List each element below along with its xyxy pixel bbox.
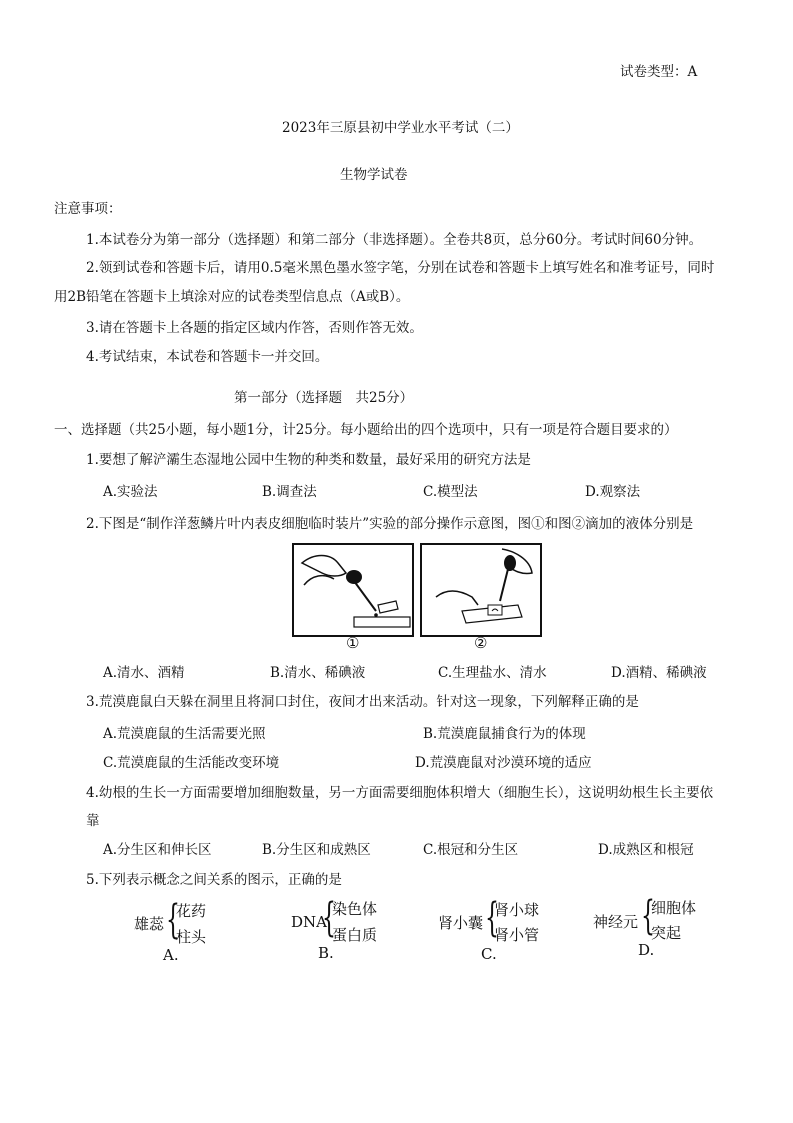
option: A.分生区和伸长区 <box>103 842 212 858</box>
concept-item: 突起 <box>651 924 682 942</box>
diagram-label: C. <box>481 945 497 963</box>
concept-root: DNA <box>291 913 327 931</box>
question-stem: 2.下图是“制作洋葱鳞片叶内表皮细胞临时装片”实验的部分操作示意图，图①和图②滴加的液体分别是 <box>86 516 694 532</box>
option: B.分生区和成熟区 <box>262 842 371 858</box>
diagram-label: A. <box>163 946 179 964</box>
concept-item: 蛋白质 <box>332 926 378 944</box>
option: D.成熟区和根冠 <box>598 842 694 858</box>
part1-title: 第一部分（选择题 共25分） <box>234 390 414 406</box>
concept-item: 花药 <box>176 902 207 920</box>
subject-title: 生物学试卷 <box>340 167 408 183</box>
concept-item: 染色体 <box>332 900 378 918</box>
notice-item: 2.领到试卷和答题卡后，请用0.5毫米黑色墨水签字笔，分别在试卷和答题卡上填写姓名和准考证号，同时 <box>86 260 715 276</box>
brace-icon: { <box>641 893 655 939</box>
option: B.清水、稀碘液 <box>270 665 366 681</box>
concept-item: 柱头 <box>176 928 207 946</box>
figure-label-2: ② <box>474 634 488 652</box>
concept-root: 肾小囊 <box>438 914 484 932</box>
option: C.荒漠鹿鼠的生活能改变环境 <box>103 755 280 771</box>
option: D.酒精、稀碘液 <box>611 665 707 681</box>
dropper-illustration-2 <box>422 545 540 635</box>
notice-item: 1.本试卷分为第一部分（选择题）和第二部分（非选择题）。全卷共8页，总分60分。考试时间60分钟。 <box>86 232 703 248</box>
brace-icon: { <box>485 895 499 941</box>
option: C.根冠和分生区 <box>423 842 519 858</box>
question-stem: 5.下列表示概念之间关系的图示，正确的是 <box>86 872 342 888</box>
question-stem: 3.荒漠鹿鼠白天躲在洞里且将洞口封住，夜间才出来活动。针对这一现象，下列解释正确的是 <box>86 694 639 710</box>
option: D.荒漠鹿鼠对沙漠环境的适应 <box>415 755 592 771</box>
notice-item: 用2B铅笔在答题卡上填涂对应的试卷类型信息点（A或B）。 <box>54 289 410 305</box>
option: D.观察法 <box>585 484 641 500</box>
figure-dropper-2 <box>420 543 542 637</box>
option: A.荒漠鹿鼠的生活需要光照 <box>103 726 266 742</box>
brace-icon: { <box>166 897 180 943</box>
question-stem: 4.幼根的生长一方面需要增加细胞数量，另一方面需要细胞体积增大（细胞生长），这说明幼根生长主要依 <box>86 785 714 801</box>
diagram-label: B. <box>318 944 334 962</box>
option: A.实验法 <box>103 484 158 500</box>
concept-item: 肾小管 <box>494 926 540 944</box>
option: C.生理盐水、清水 <box>438 665 547 681</box>
exam-title: 2023年三原县初中学业水平考试（二） <box>282 120 519 136</box>
notice-item: 3.请在答题卡上各题的指定区域内作答，否则作答无效。 <box>86 320 423 336</box>
concept-root: 雄蕊 <box>134 915 165 933</box>
brace-icon: { <box>322 895 336 941</box>
paper-type: 试卷类型：A <box>620 64 698 80</box>
figure-dropper-1 <box>292 543 414 637</box>
option: A.清水、酒精 <box>103 665 185 681</box>
dropper-illustration-1 <box>294 545 412 635</box>
figure-label-1: ① <box>346 634 360 652</box>
notice-heading: 注意事项： <box>54 201 122 217</box>
concept-item: 细胞体 <box>651 899 697 917</box>
option: C.模型法 <box>423 484 478 500</box>
notice-item: 4.考试结束，本试卷和答题卡一并交回。 <box>86 349 329 365</box>
option: B.调查法 <box>262 484 317 500</box>
question-stem-continued: 靠 <box>86 813 100 829</box>
option: B.荒漠鹿鼠捕食行为的体现 <box>423 726 586 742</box>
diagram-label: D. <box>638 941 655 959</box>
concept-item: 肾小球 <box>494 901 540 919</box>
question-stem: 1.要想了解浐灞生态湿地公园中生物的种类和数量，最好采用的研究方法是 <box>86 452 531 468</box>
section-heading: 一、选择题（共25小题，每小题1分，计25分。每小题给出的四个选项中，只有一项是符合题目要求的） <box>54 422 678 438</box>
concept-root: 神经元 <box>593 913 639 931</box>
